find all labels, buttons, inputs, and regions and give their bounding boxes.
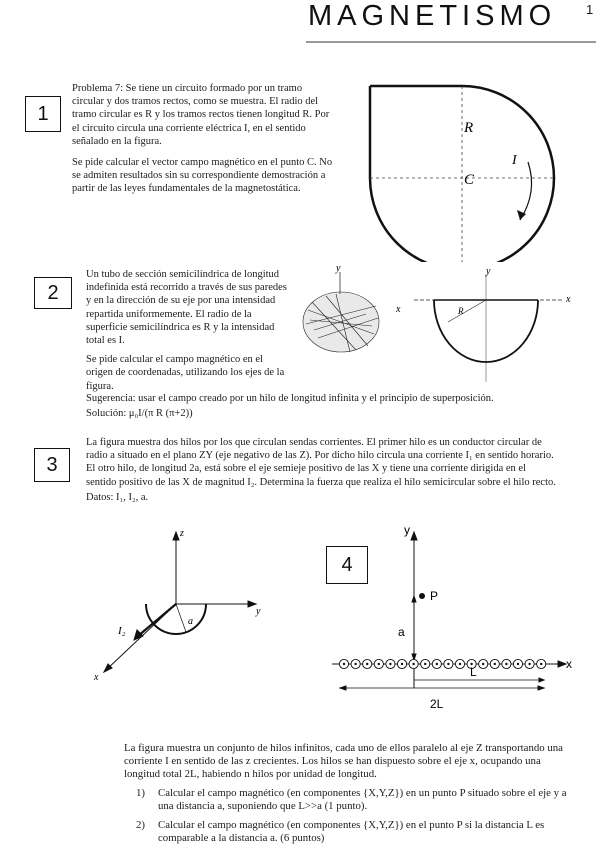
problem-2-extra bbox=[86, 392, 566, 422]
wire-dot bbox=[505, 663, 507, 665]
label-y-4: y bbox=[404, 523, 410, 537]
problem-3-data: Datos: I₁, I₂, a. bbox=[86, 491, 149, 503]
problem-3-number: 3 bbox=[34, 448, 70, 482]
problem-2-question: Se pide calcular el campo magnético en el origen de coordenadas, utilizando los ejes de la figura. bbox=[86, 354, 285, 392]
wire-dot bbox=[436, 663, 438, 665]
wire-dot bbox=[447, 663, 449, 665]
question-text: Calcular el campo magnético (en componentes {X,Y,Z}) en el punto P si la distancia L es comparable a la distancia a. (6 puntos) bbox=[158, 819, 545, 844]
label-L: L bbox=[470, 665, 477, 679]
wire-dot bbox=[494, 663, 496, 665]
question-item bbox=[136, 787, 576, 813]
problem-2-statement: Un tubo de sección semicilíndrica de longitud indefinida está recorrido a través de sus paredes y en la dirección de su eje por una intensidad repartida uniformemente. El radio de la superficie semicilíndrica es R y la intensidad total es I. bbox=[86, 269, 287, 347]
problem-2-text bbox=[86, 268, 292, 395]
wire-dot bbox=[528, 663, 530, 665]
page-number: 1 bbox=[586, 2, 594, 17]
wire-dot bbox=[401, 663, 403, 665]
label-I: I bbox=[512, 153, 517, 168]
label-x-3d: x bbox=[396, 304, 401, 315]
wire-dot bbox=[412, 663, 414, 665]
question-text: Calcular el campo magnético (en componentes {X,Y,Z}) en un punto P situado sobre el eje y a una distancia a, suponiendo que L>>a (1 punto). bbox=[158, 787, 567, 812]
point-P-marker bbox=[419, 593, 425, 599]
problem-4-figure bbox=[326, 518, 586, 718]
label-x-4: x bbox=[566, 657, 572, 671]
problem-3-text bbox=[86, 436, 556, 506]
page-title: MAGNETISMO bbox=[308, 0, 557, 32]
label-R-section: R bbox=[458, 306, 464, 316]
wire-dot bbox=[378, 663, 380, 665]
title-underline bbox=[306, 40, 603, 44]
label-a: a bbox=[188, 616, 193, 627]
question-item bbox=[136, 819, 576, 845]
problem-2-number: 2 bbox=[34, 277, 72, 309]
question-number: 2) bbox=[136, 819, 145, 831]
problem-1-text bbox=[72, 82, 334, 198]
label-P: P bbox=[430, 589, 439, 603]
problem-3-figure bbox=[86, 524, 276, 684]
wire-dot bbox=[459, 663, 461, 665]
problem-4-questions bbox=[124, 787, 576, 845]
wire-dot bbox=[540, 663, 542, 665]
wire-dot bbox=[354, 663, 356, 665]
problem-1-statement: Problema 7: Se tiene un circuito formado por un tramo circular y dos tramos rectos, como se muestra. El radio del tramo circular es R y los tramos rectos tienen longitud R. Por el circuito circula una corriente eléctrica I, en el sentido señalado en la figura. bbox=[72, 83, 330, 147]
label-y-section: y bbox=[486, 266, 491, 277]
problem-3-statement: La figura muestra dos hilos por los que circulan sendas corrientes. El primer hilo es un conductor circular de radio a situado en el plano ZY (eje negativo de las Z). Por dicho hilo circula una corriente I₁ en sentido horario. El otro hilo, de longitud 2a, está sobre el eje semieje positivo de las X y tiene una corriente dirigida en el sentido positivo de las X de magnitud I₂. Determina la fuerza que realiza el hilo semicircular sobre el hilo recto. bbox=[86, 437, 556, 488]
question-number: 1) bbox=[136, 787, 145, 799]
problem-2-figure bbox=[296, 262, 586, 390]
problem-1-question: Se pide calcular el vector campo magnético en el punto C. No se admiten resultados sin su correspondiente demostración a partir de las leyes fundamentales de la magnetostática. bbox=[72, 157, 333, 195]
problem-4-text bbox=[124, 742, 576, 851]
label-x-section: x bbox=[566, 294, 571, 305]
problem-2-suggestion: Sugerencia: usar el campo creado por un hilo de longitud infinita y el principio de superposición. bbox=[86, 393, 494, 404]
problem-2-solution: Solución: μ₀I/(π R (π+2)) bbox=[86, 408, 193, 420]
wire-dot bbox=[482, 663, 484, 665]
problem-4-statement: La figura muestra un conjunto de hilos infinitos, cada uno de ellos paralelo al eje Z transportando una corriente I en sentido de las z crecientes. Los hilos se han dispuesto sobre el eje x, ocupando una longitud total 2L, habiendo n hilos por unidad de longitud. bbox=[124, 742, 563, 780]
label-I2: I₂ bbox=[118, 625, 126, 637]
label-C: C bbox=[464, 172, 475, 188]
semicylinder-3d bbox=[303, 272, 379, 352]
label-a-4: a bbox=[398, 625, 405, 639]
problem-4-number: 4 bbox=[326, 546, 368, 584]
label-y-3d: y bbox=[336, 263, 341, 274]
label-z: z bbox=[180, 528, 184, 539]
label-2L: 2L bbox=[430, 697, 444, 711]
problem-1-figure bbox=[360, 72, 590, 262]
label-x: x bbox=[94, 672, 99, 683]
problem-1-number: 1 bbox=[25, 96, 61, 132]
wire-dot bbox=[389, 663, 391, 665]
wire-dot bbox=[343, 663, 345, 665]
wire-dot bbox=[366, 663, 368, 665]
label-R: R bbox=[464, 120, 474, 136]
label-y: y bbox=[256, 606, 261, 617]
wire-dot bbox=[424, 663, 426, 665]
wire-dot bbox=[517, 663, 519, 665]
